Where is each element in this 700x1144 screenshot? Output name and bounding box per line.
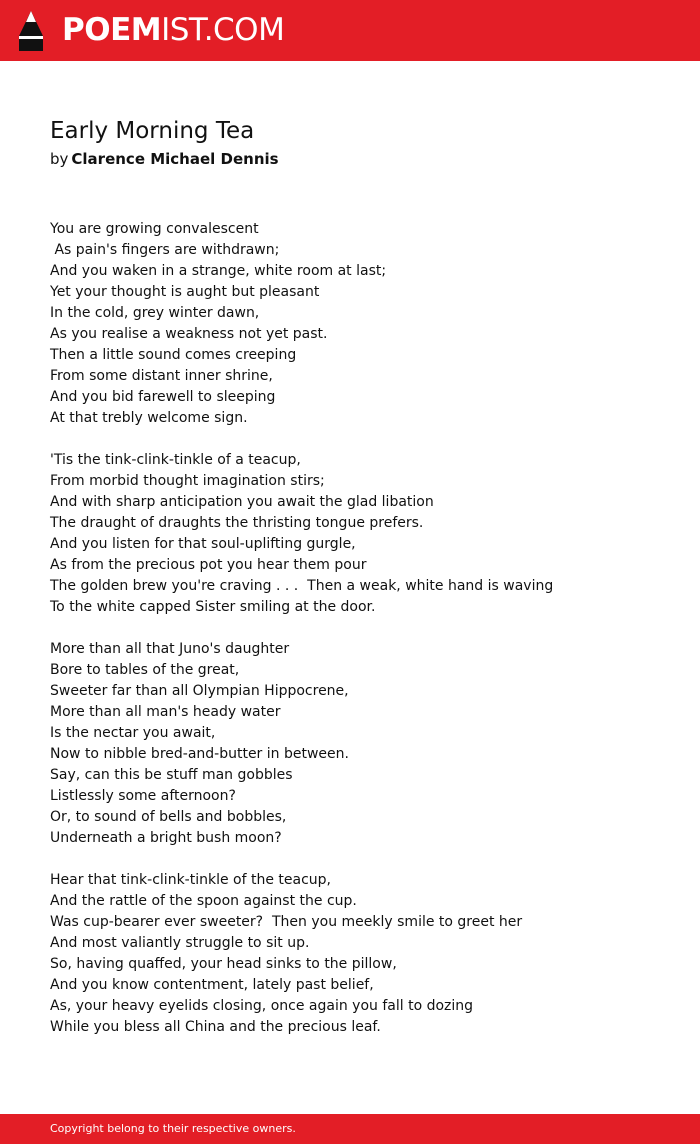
logo-light-text: IST.COM: [161, 12, 285, 48]
poem-line: Is the nectar you await,: [50, 725, 216, 741]
by-label: by: [50, 150, 69, 168]
poem-line: More than all man's heady water: [50, 704, 281, 720]
poem-line: So, having quaffed, your head sinks to the pillow,: [50, 956, 397, 972]
poem-line: The golden brew you're craving . . . Then a weak, white hand is waving: [50, 578, 554, 594]
poem-line: 'Tis the tink-clink-tinkle of a teacup,: [50, 452, 301, 468]
poem-line: The draught of draughts the thristing tongue prefers.: [50, 515, 424, 531]
poem-line: Or, to sound of bells and bobbles,: [50, 809, 287, 825]
stanza: [50, 450, 670, 618]
poem-line: While you bless all China and the precious leaf.: [50, 1019, 381, 1035]
poem-line: As pain's fingers are withdrawn;: [50, 242, 280, 258]
poem-line: Sweeter far than all Olympian Hippocrene,: [50, 683, 349, 699]
poem-line: From morbid thought imagination stirs;: [50, 473, 325, 489]
poem-title: Early Morning Tea: [50, 118, 255, 144]
poem-line: Underneath a bright bush moon?: [50, 830, 282, 846]
poem-line: Was cup-bearer ever sweeter? Then you meekly smile to greet her: [50, 914, 523, 930]
poem-line: To the white capped Sister smiling at the door.: [50, 599, 376, 615]
poem-line: From some distant inner shrine,: [50, 368, 273, 384]
poem-body: [50, 219, 670, 1059]
poem-line: Listlessly some afternoon?: [50, 788, 236, 804]
poem-line: Say, can this be stuff man gobbles: [50, 767, 293, 783]
poem-line: Hear that tink-clink-tinkle of the teacup,: [50, 872, 331, 888]
poem-line: In the cold, grey winter dawn,: [50, 305, 260, 321]
poem-line: And the rattle of the spoon against the cup.: [50, 893, 357, 909]
poem-line: Bore to tables of the great,: [50, 662, 240, 678]
poem-line: And with sharp anticipation you await the glad libation: [50, 494, 434, 510]
byline: [50, 149, 279, 169]
poem-line: You are growing convalescent: [50, 221, 259, 237]
poem-line: And you listen for that soul-uplifting gurgle,: [50, 536, 356, 552]
site-header: [0, 0, 700, 61]
copyright-text: Copyright belong to their respective owners.: [50, 1122, 296, 1135]
pencil-icon[interactable]: [17, 10, 45, 52]
poem-line: As you realise a weakness not yet past.: [50, 326, 328, 342]
poem-line: And you bid farewell to sleeping: [50, 389, 276, 405]
logo-bold-text: POEM: [62, 12, 162, 48]
poem-line: And most valiantly struggle to sit up.: [50, 935, 310, 951]
site-logo[interactable]: [62, 12, 284, 48]
poem-line: As, your heavy eyelids closing, once again you fall to dozing: [50, 998, 474, 1014]
poem-line: Yet your thought is aught but pleasant: [50, 284, 320, 300]
poem-line: More than all that Juno's daughter: [50, 641, 290, 657]
poem-line: Then a little sound comes creeping: [50, 347, 297, 363]
author-name[interactable]: Clarence Michael Dennis: [71, 150, 279, 168]
poem-line: And you waken in a strange, white room at last;: [50, 263, 387, 279]
stanza: [50, 219, 670, 429]
stanza: [50, 639, 670, 849]
poem-line: And you know contentment, lately past belief,: [50, 977, 374, 993]
poem-line: At that trebly welcome sign.: [50, 410, 248, 426]
poem-line: As from the precious pot you hear them pour: [50, 557, 367, 573]
site-footer: [0, 1114, 700, 1144]
poem-line: Now to nibble bred-and-butter in between.: [50, 746, 349, 762]
stanza: [50, 870, 670, 1038]
